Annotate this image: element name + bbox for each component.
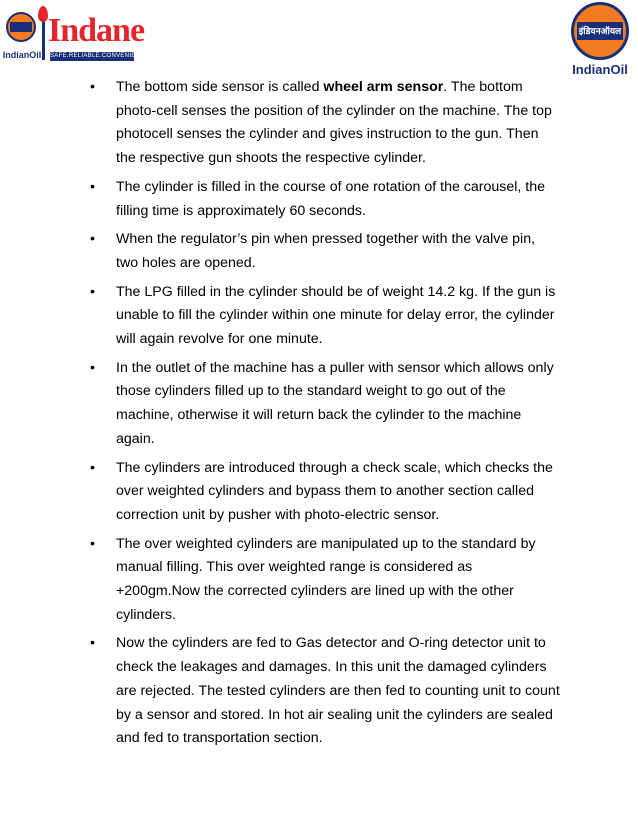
bullet-text: In the outlet of the machine has a puller with sensor which allows only those cylinders filled up to the standard weight to go out of the machine, otherwise it will return back the cylinder to the machine again. (116, 359, 554, 447)
list-item (90, 76, 560, 171)
bullet-icon: • (90, 459, 95, 476)
list-item (90, 632, 560, 751)
bullet-icon: • (90, 79, 95, 95)
bullet-icon: • (90, 231, 95, 248)
bullet-text: The bottom side sensor is called (116, 79, 324, 95)
bullet-text: The cylinder is filled in the course of one rotation of the carousel, the filling time is approximately 60 seconds. (116, 178, 546, 219)
bullet-icon: • (90, 178, 95, 195)
list-item (90, 281, 560, 352)
bullet-text: The LPG filled in the cylinder should be of weight 14.2 kg. If the gun is unable to fill the cylinder within one minute for delay error, the cylinder will again revolve for one minute. (116, 283, 556, 348)
list-item (90, 228, 560, 275)
flame-icon (38, 6, 48, 22)
bullet-text: . The bottom photo-cell senses the position of the cylinder on the machine. The top photocell senses the cylinder and gives instruction to the gun. Then the respective gun shoots the respective cylinder. (116, 79, 552, 167)
indianoil-band-icon (10, 22, 32, 32)
bullet-icon: • (90, 635, 95, 652)
bullet-icon: • (90, 283, 95, 300)
indianoil-small-brand: IndianOil (2, 50, 42, 60)
indianoil-small-logo (2, 6, 40, 64)
list-item (90, 176, 560, 223)
indianoil-hindi-text: इंडियनऑयल (578, 26, 622, 36)
indane-logo (2, 4, 145, 64)
indianoil-brand: IndianOil (572, 62, 628, 77)
bullet-text: Now the cylinders are fed to Gas detector and O-ring detector unit to check the leakages and damages. In this unit the damaged cylinders are rejected. The tested cylinders are then fed to counting unit to count by a sensor and stored. In hot air sealing unit the cylinders are sealed and fed to transportation section. (116, 635, 560, 747)
bullet-text: The over weighted cylinders are manipulated up to the standard by manual filling. This over weighted range is considered as +200gm.Now the corrected cylinders are lined up with the other cylinders. (116, 535, 536, 623)
bullet-list (90, 76, 560, 756)
indianoil-logo (566, 2, 634, 78)
bullet-text: When the regulator’s pin when pressed together with the valve pin, two holes are opened. (116, 231, 536, 271)
list-item (90, 357, 560, 452)
indane-wordmark: Indane (48, 12, 145, 49)
bullet-icon: • (90, 535, 95, 552)
list-item (90, 533, 560, 628)
bullet-text: The cylinders are introduced through a check scale, which checks the over weighted cylinders and bypass them to another section called correction unit by pusher with photo-electric sensor. (116, 459, 553, 523)
bullet-icon: • (90, 359, 95, 376)
indane-tagline: SAFE.RELIABLE.CONVENIENT (50, 53, 145, 59)
bullet-bold-term: wheel arm sensor (323, 79, 444, 95)
list-item (90, 457, 560, 528)
